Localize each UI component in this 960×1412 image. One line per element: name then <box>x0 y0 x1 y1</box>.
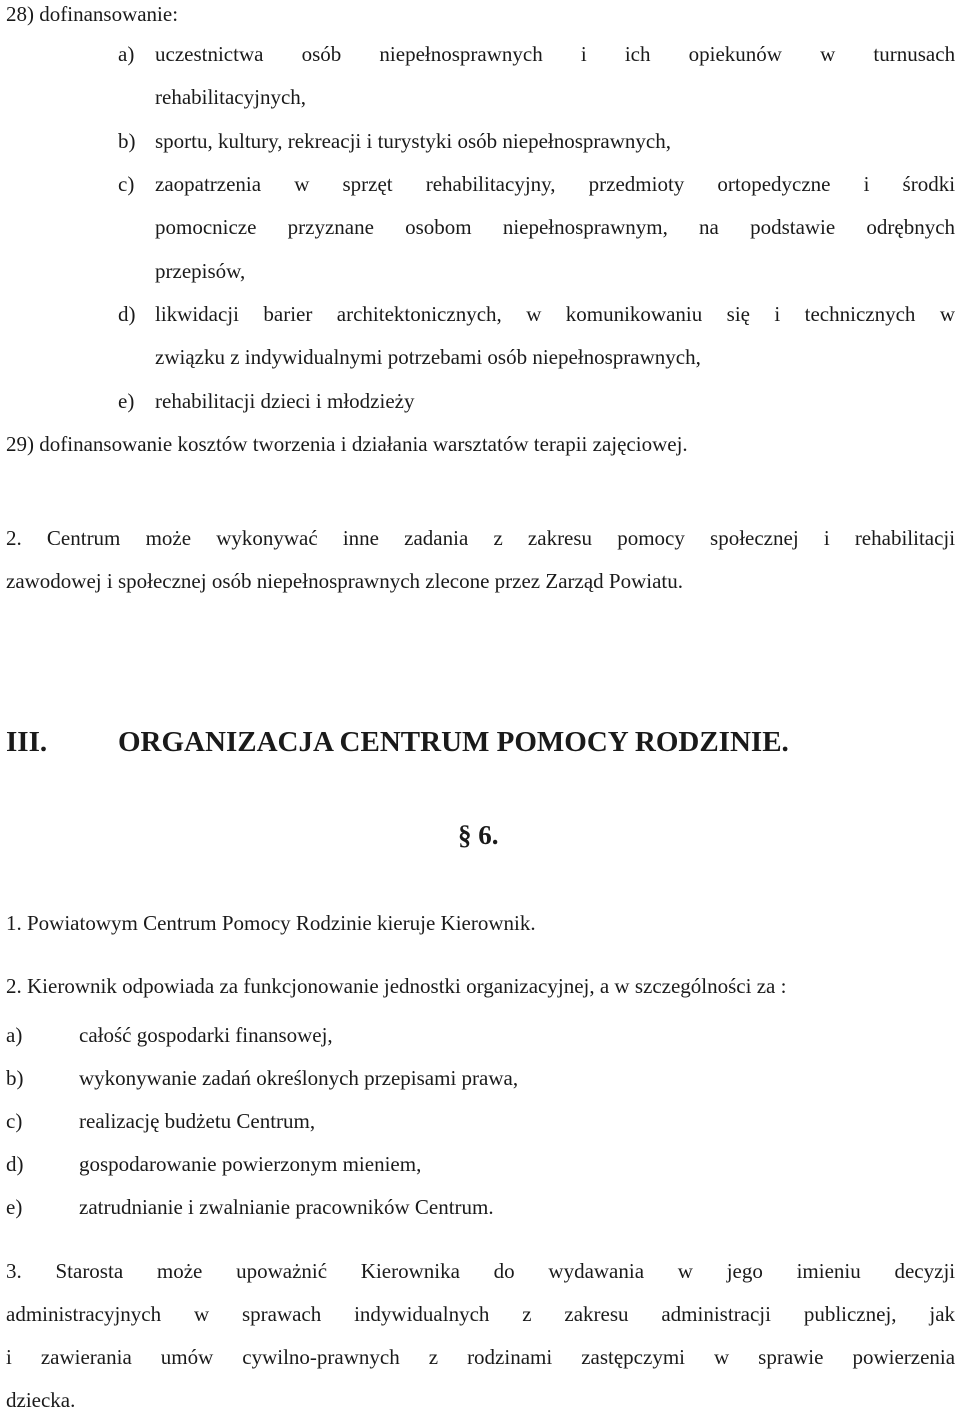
list-item-c-label: c) <box>6 1109 23 1133</box>
item-29 <box>6 434 688 455</box>
list-item-c-text: realizację budżetu Centrum, <box>79 1109 316 1133</box>
list-item-e-text: zatrudnianie i zwalnianie pracowników Centrum. <box>79 1195 494 1219</box>
item-28-d-label: d) <box>118 302 136 326</box>
item-28-a-line1: uczestnictwa osób niepełnosprawnych i ich opiekunów w turnusach <box>155 42 956 66</box>
list-item-d <box>6 1154 421 1175</box>
list-item-d-label: d) <box>6 1152 24 1176</box>
para-2-line1: 2. Centrum może wykonywać inne zadania z zakresu pomocy społecznej i rehabilitacji <box>6 526 956 550</box>
item-28-c-line1: zaopatrzenia w sprzęt rehabilitacyjny, przedmioty ortopedyczne i środki <box>155 172 956 196</box>
item-28-b-label: b) <box>118 129 136 153</box>
list-item-b-text: wykonywanie zadań określonych przepisami prawa, <box>79 1066 519 1090</box>
section-item-3-line2: administracyjnych w sprawach indywidualnych z zakresu administracji publicznej, jak <box>6 1302 956 1326</box>
list-item-a-label: a) <box>6 1023 23 1047</box>
item-28-e-text: rehabilitacji dzieci i młodzieży <box>155 389 415 413</box>
item-29-text: dofinansowanie kosztów tworzenia i działania warsztatów terapii zajęciowej. <box>39 432 688 456</box>
list-item-c <box>6 1111 315 1132</box>
list-item-d-text: gospodarowanie powierzonym mieniem, <box>79 1152 422 1176</box>
section-label: § 6. <box>458 820 499 850</box>
section-item-3-line1: 3. Starosta może upoważnić Kierownika do wydawania w jego imieniu decyzji <box>6 1259 956 1283</box>
list-item-b-label: b) <box>6 1066 24 1090</box>
list-item-e <box>6 1197 494 1218</box>
item-28-a-label: a) <box>118 42 135 66</box>
list-item-a <box>6 1025 333 1046</box>
section-item-3-line3: i zawierania umów cywilno-prawnych z rodzinami zastępczymi w sprawie powierzenia <box>6 1345 956 1369</box>
item-28-label: 28) <box>6 2 34 26</box>
section-item-2: 2. Kierownik odpowiada za funkcjonowanie jednostki organizacyjnej, a w szczególności za : <box>6 974 787 998</box>
chapter-number: III. <box>6 726 48 758</box>
section-item-1: 1. Powiatowym Centrum Pomocy Rodzinie kieruje Kierownik. <box>6 911 536 935</box>
chapter-title: ORGANIZACJA CENTRUM POMOCY RODZINIE. <box>118 726 789 758</box>
list-item-a-text: całość gospodarki finansowej, <box>79 1023 333 1047</box>
item-28-c-label: c) <box>118 172 135 196</box>
list-item-b <box>6 1068 518 1089</box>
section-item-3-line4: dziecka. <box>6 1388 76 1412</box>
item-28-b-text: sportu, kultury, rekreacji i turystyki osób niepełnosprawnych, <box>155 129 671 153</box>
para-2-line2: zawodowej i społecznej osób niepełnosprawnych zlecone przez Zarząd Powiatu. <box>6 569 683 593</box>
item-28-d-line1: likwidacji barier architektonicznych, w komunikowaniu się i technicznych w <box>155 302 956 326</box>
item-28-c-line3: przepisów, <box>155 259 246 283</box>
item-29-label: 29) <box>6 432 34 456</box>
item-28-c-line2: pomocnicze przyznane osobom niepełnosprawnym, na podstawie odrębnych <box>155 215 956 239</box>
list-item-e-label: e) <box>6 1195 23 1219</box>
item-28-a-line2: rehabilitacyjnych, <box>155 85 307 109</box>
item-28-e-label: e) <box>118 389 135 413</box>
item-28-d-line2: związku z indywidualnymi potrzebami osób niepełnosprawnych, <box>155 345 701 369</box>
item-28-heading <box>6 4 178 25</box>
item-28-text: dofinansowanie: <box>39 2 179 26</box>
